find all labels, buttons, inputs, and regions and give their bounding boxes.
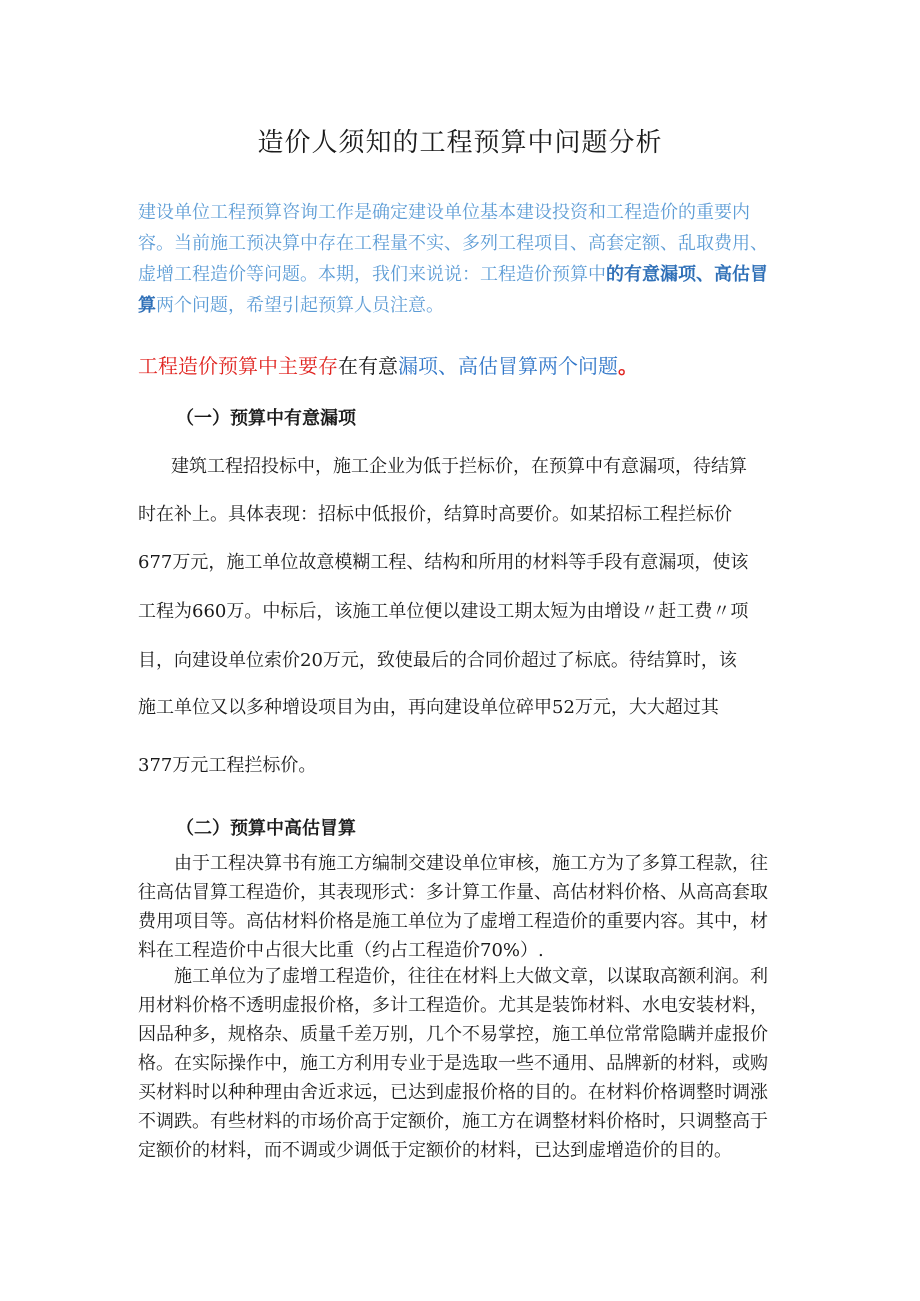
section-1-line: 目，向建设单位索价20万元，致使最后的合同价超过了标底。待结算时，该 [138, 650, 737, 671]
headline-part-3: 漏项、高估冒算两个问题 [398, 354, 618, 378]
section-1-heading: （一）预算中有意漏项 [176, 408, 356, 429]
intro-paragraph [138, 197, 778, 321]
section-headline [138, 350, 798, 379]
headline-part-2: 在有意 [338, 354, 398, 378]
section-1-line: 工程为660万。中标后，该施工单位便以建设工期太短为由增设〃赶工费〃项 [138, 601, 749, 622]
intro-emphasis: 的有意漏项、高估冒算 [138, 264, 768, 316]
headline-part-1: 工程造价预算中主要存 [138, 354, 338, 378]
intro-text: 建设单位工程预算咨询工作是确定建设单位基本建设投资和工程造价的重要内容。当前施工预决算中存在工程量不实、多列工程项目、高套定额、乱取费用、虚增工程造价等问题。本期，我们来说说：工程造价预算中 [138, 202, 768, 285]
section-1-line: 377万元工程拦标价。 [138, 755, 317, 776]
headline-part-4: 。 [618, 354, 638, 378]
section-1-line: 时在补上。具体表现：招标中低报价，结算时高要价。如某招标工程拦标价 [138, 504, 732, 525]
section-2-paragraph: 施工单位为了虚增工程造价，往往在材料上大做文章，以谋取高额利润。利用材料价格不透明虚报价格，多计工程造价。尤其是装饰材料、水电安装材料，因品种多，规格杂、质量千差万别，几个不易掌控，施工单位常常隐瞒并虚报价格。在实际操作中，施工方利用专业于是选取一些不通用、品牌新的材料，或购买材料时以种种理由舍近求远，已达到虚报价格的目的。在材料价格调整时调涨不调跌。有些材料的市场价高于定额价，施工方在调整材料价格时，只调整高于定额价的材料，而不调或少调低于定额价的材料，已达到虚增造价的目的。 [138, 966, 768, 1161]
intro-text-end: 两个问题，希望引起预算人员注意。 [156, 295, 444, 316]
section-1-line: 677万元，施工单位故意模糊工程、结构和所用的材料等手段有意漏项，使该 [138, 552, 749, 573]
section-2-heading: （二）预算中高估冒算 [176, 818, 356, 839]
section-2-paragraph: 由于工程决算书有施工方编制交建设单位审核，施工方为了多算工程款，往往高估冒算工程造价，其表现形式：多计算工作量、高估材料价格、从高高套取费用项目等。高估材料价格是施工单位为了虚增工程造价的重要内容。其中，材料在工程造价中占很大比重（约占工程造价70%）. [138, 853, 768, 961]
document-title: 造价人须知的工程预算中问题分析 [257, 128, 663, 158]
section-1-line: 施工单位又以多种增设项目为由，再向建设单位碎甲52万元，大大超过其 [138, 697, 719, 718]
section-1-line: 建筑工程招投标中，施工企业为低于拦标价，在预算中有意漏项，待结算 [171, 456, 747, 477]
